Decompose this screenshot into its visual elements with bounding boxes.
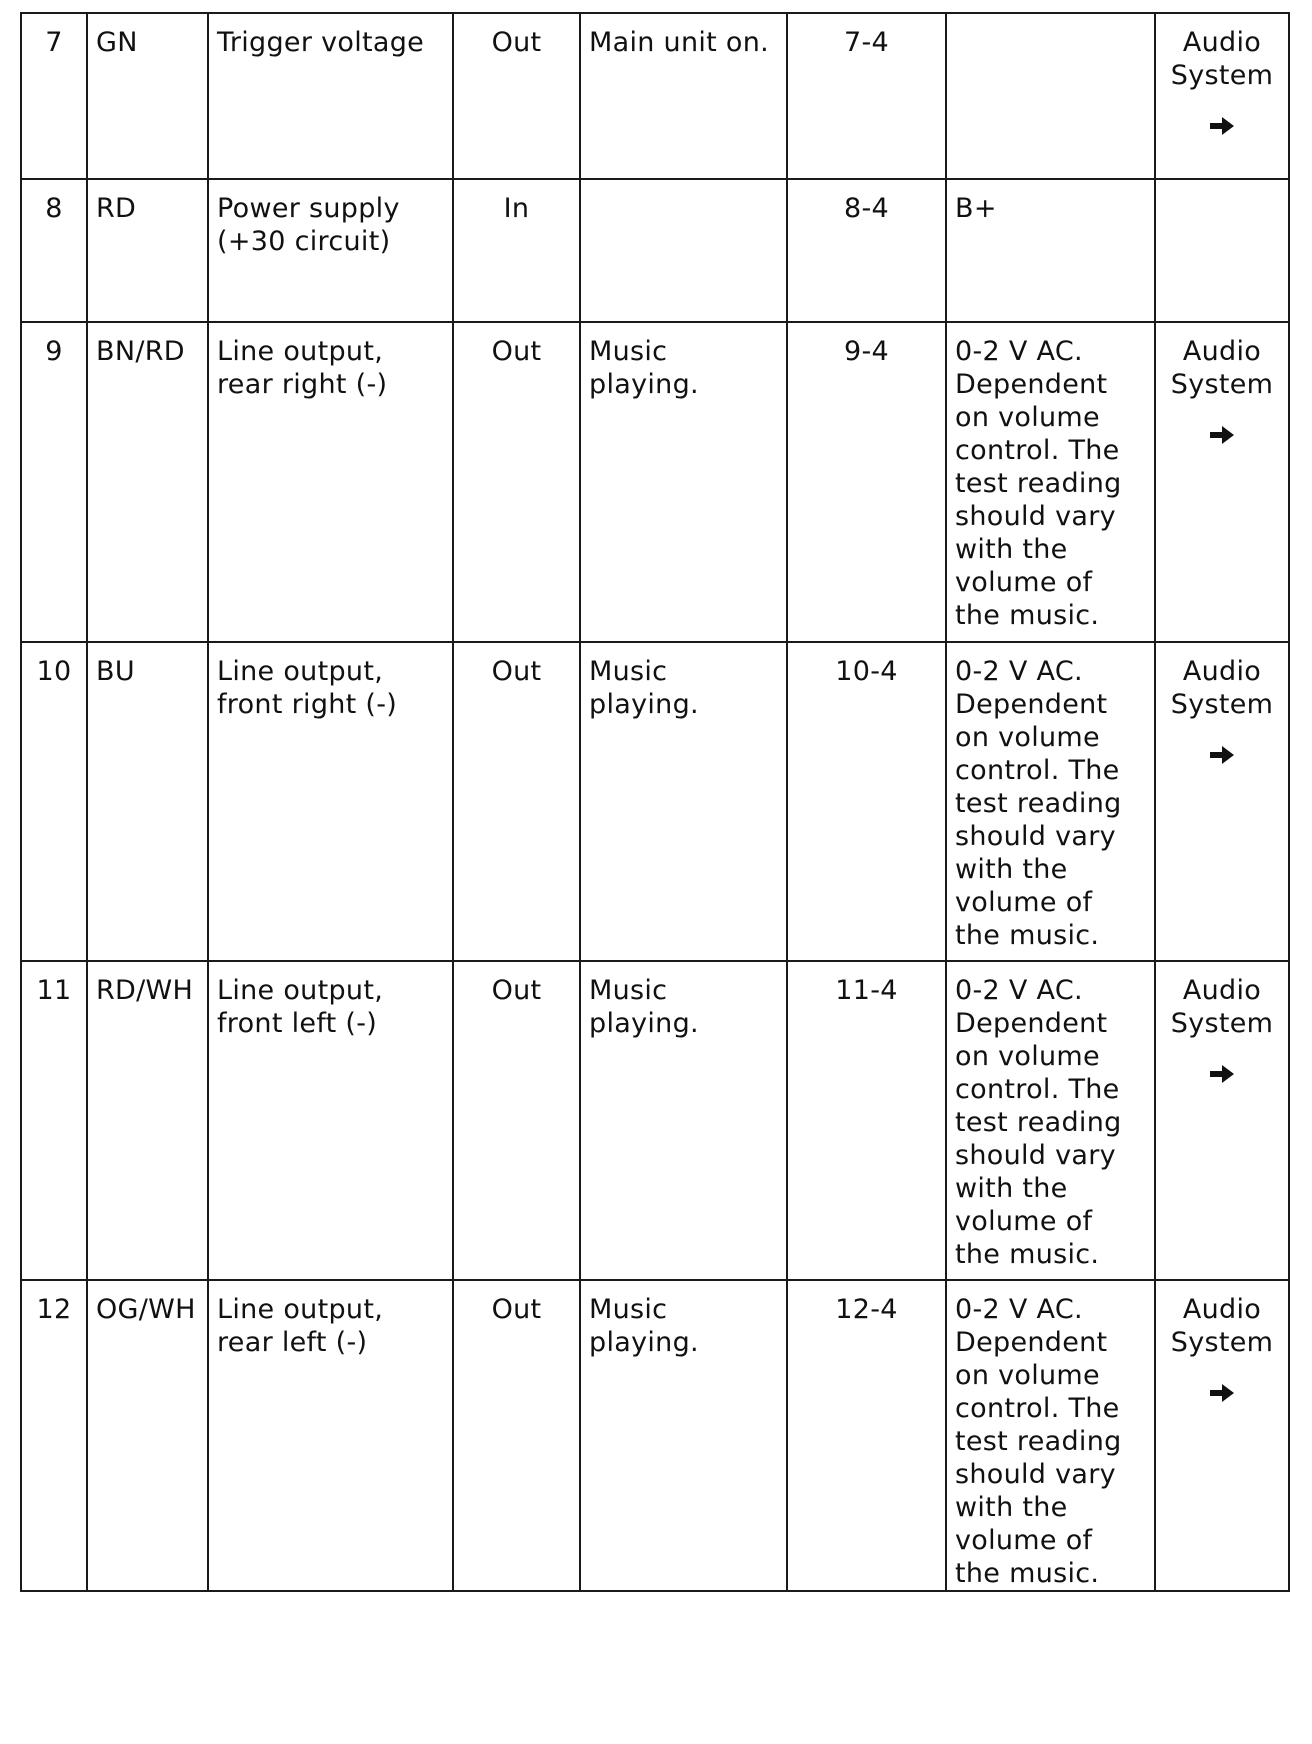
direction-cell: Out <box>453 642 580 961</box>
measure-cell: 9-4 <box>787 322 946 642</box>
condition-cell: Music playing. <box>580 642 787 961</box>
note-cell: 0-2 V AC. Dependent on volume control. The test reading should vary with the volume of the music. <box>946 961 1155 1280</box>
condition-cell: Main unit on. <box>580 13 787 179</box>
reference-link-label[interactable]: Audio System <box>1170 975 1274 1039</box>
right-arrow-icon[interactable] <box>1209 1383 1235 1403</box>
pin-cell: 7 <box>21 13 87 179</box>
pin-cell: 10 <box>21 642 87 961</box>
reference-link-cell[interactable] <box>1155 642 1289 961</box>
right-arrow-icon[interactable] <box>1209 116 1235 136</box>
table-body <box>21 13 1289 1591</box>
reference-link-cell[interactable] <box>1155 1280 1289 1591</box>
reference-link-cell[interactable] <box>1155 322 1289 642</box>
table-row <box>21 642 1289 961</box>
table-row <box>21 13 1289 179</box>
reference-link-label[interactable]: Audio System <box>1170 656 1274 720</box>
condition-cell <box>580 179 787 322</box>
note-cell: B+ <box>946 179 1155 322</box>
table-row <box>21 322 1289 642</box>
function-cell: Line output, front right (-) <box>208 642 453 961</box>
function-cell: Line output, front left (-) <box>208 961 453 1280</box>
direction-cell: Out <box>453 13 580 179</box>
right-arrow-icon[interactable] <box>1209 1064 1235 1084</box>
measure-cell: 11-4 <box>787 961 946 1280</box>
wire-color-cell: GN <box>87 13 208 179</box>
measure-cell: 12-4 <box>787 1280 946 1591</box>
wire-color-cell: BU <box>87 642 208 961</box>
reference-link-label[interactable]: Audio System <box>1170 27 1274 91</box>
note-cell: 0-2 V AC. Dependent on volume control. The test reading should vary with the volume of the music. <box>946 642 1155 961</box>
condition-cell: Music playing. <box>580 961 787 1280</box>
note-cell: 0-2 V AC. Dependent on volume control. The test reading should vary with the volume of the music. <box>946 1280 1155 1591</box>
pin-cell: 8 <box>21 179 87 322</box>
reference-link-label[interactable]: Audio System <box>1170 336 1274 400</box>
note-cell <box>946 13 1155 179</box>
direction-cell: Out <box>453 961 580 1280</box>
condition-cell: Music playing. <box>580 322 787 642</box>
pin-cell: 11 <box>21 961 87 1280</box>
wire-color-cell: BN/RD <box>87 322 208 642</box>
note-cell: 0-2 V AC. Dependent on volume control. The test reading should vary with the volume of the music. <box>946 322 1155 642</box>
direction-cell: Out <box>453 322 580 642</box>
reference-link-cell[interactable] <box>1155 961 1289 1280</box>
pinout-table <box>20 12 1290 1592</box>
function-cell: Line output, rear right (-) <box>208 322 453 642</box>
right-arrow-icon[interactable] <box>1209 745 1235 765</box>
table-row <box>21 961 1289 1280</box>
reference-link-label[interactable]: Audio System <box>1170 1294 1274 1358</box>
function-cell: Trigger voltage <box>208 13 453 179</box>
measure-cell: 7-4 <box>787 13 946 179</box>
direction-cell: In <box>453 179 580 322</box>
pin-cell: 9 <box>21 322 87 642</box>
direction-cell: Out <box>453 1280 580 1591</box>
table-row <box>21 179 1289 322</box>
function-cell: Power supply (+30 circuit) <box>208 179 453 322</box>
table-row <box>21 1280 1289 1591</box>
wire-color-cell: RD/WH <box>87 961 208 1280</box>
wire-color-cell: RD <box>87 179 208 322</box>
reference-link-cell[interactable] <box>1155 13 1289 179</box>
wire-color-cell: OG/WH <box>87 1280 208 1591</box>
pin-cell: 12 <box>21 1280 87 1591</box>
right-arrow-icon[interactable] <box>1209 425 1235 445</box>
condition-cell: Music playing. <box>580 1280 787 1591</box>
measure-cell: 8-4 <box>787 179 946 322</box>
measure-cell: 10-4 <box>787 642 946 961</box>
reference-link-cell <box>1155 179 1289 322</box>
function-cell: Line output, rear left (-) <box>208 1280 453 1591</box>
